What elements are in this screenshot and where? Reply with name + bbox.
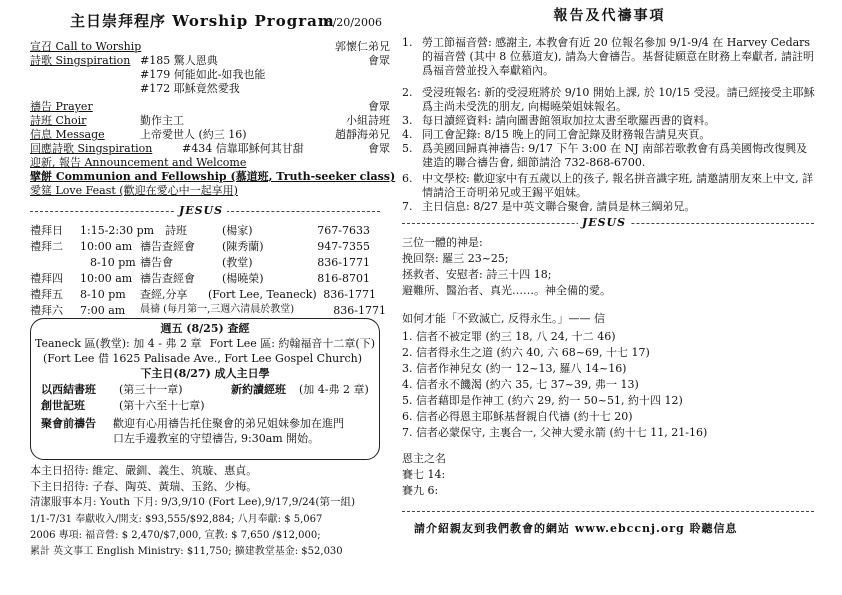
- announcement-text: 受浸班報名: 新的受浸班將於 9/10 開始上課, 於 10/15 受浸。請已經接受主耶穌爲主尚未受洗的朋友, 向楊曉榮姐妹報名。: [422, 86, 815, 113]
- schedule-phone: 836-1771: [333, 304, 386, 317]
- schedule-time: 7:00 am: [80, 304, 126, 317]
- page-title: 主日崇拜程序 Worship Program: [70, 12, 335, 30]
- program-label: 愛筵 Love Feast (歡迎在愛心中一起享用): [30, 184, 238, 197]
- program-row: [30, 170, 396, 184]
- schedule-row: [30, 240, 390, 254]
- program-row: [30, 128, 390, 142]
- schedule-event: 禱告會: [140, 256, 173, 269]
- grace-heading: 恩主之名: [402, 452, 446, 465]
- schedule-place: (楊曉榮): [222, 272, 264, 285]
- schedule-row: [30, 256, 390, 270]
- program-person: 小組詩班: [346, 114, 390, 127]
- announcement-text: 每日讀經資料: 請向圖書館領取加拉太書至歌羅西書的資料。: [422, 114, 716, 127]
- schedule-event: 禱告查經會: [140, 272, 195, 285]
- schedule-time: 1:15-2:30 pm: [80, 224, 155, 237]
- class-row: [41, 399, 375, 413]
- cleaning-schedule: 清潔服事本月: Youth 下月: 9/3,9/10 (Fort Lee),9/17,9/24(第一組): [30, 496, 356, 508]
- announcement-text: 爲美國回歸真神禱告: 9/17 下午 3:00 在 NJ 南部若歌教會有爲美國悔改復興及建造的聯合禱告會, 細節請洽 732-868-6700.: [422, 142, 808, 169]
- program-label: 迎新, 報告 Announcement and Welcome: [30, 156, 247, 169]
- schedule-day: 禮拜五: [30, 288, 63, 301]
- program-label: 宣召 Call to Worship: [30, 40, 142, 53]
- faith-heading: 如何才能「不致滅亡, 反得永生。」—— 信: [402, 312, 605, 325]
- program-header: [30, 12, 390, 34]
- grace-line: 賽七 14:: [402, 468, 446, 481]
- schedule-day: 禮拜六: [30, 304, 63, 317]
- faith-item: 2. 信者得永生之道 (約六 40, 六 68~69, 十七 17): [402, 346, 650, 359]
- class-text: (第十六至十七章): [119, 399, 205, 412]
- faith-item: 5. 信者藉即是作神工 (約六 29, 約一 50~51, 約十四 12): [402, 394, 683, 407]
- program-row: [30, 100, 390, 114]
- announcement-number: 2.: [402, 86, 413, 99]
- program-row: [30, 156, 390, 170]
- jesus-divider: [402, 218, 814, 230]
- right-column: [402, 0, 817, 595]
- program-row: [30, 40, 390, 54]
- program-hymn: #185 驚人恩典: [140, 54, 218, 67]
- usher-this-week: 本主日招待: 維定、嚴釧、義生、筑璇、惠貞。: [30, 464, 258, 477]
- program-date: 8/20/2006: [325, 16, 382, 29]
- program-row: [30, 82, 390, 96]
- usher-next-week: 下主日招待: 子春、陶英、黃瑞、玉銘、少梅。: [30, 480, 258, 493]
- faith-item: 4. 信者永不饑渴 (約六 35, 七 37~39, 弗一 13): [402, 378, 639, 391]
- program-label: 信息 Message: [30, 128, 105, 141]
- faith-item: 1. 信者不被定罪 (約三 18, 八 24, 十二 46): [402, 330, 616, 343]
- schedule-event: 禱告查經會: [140, 240, 195, 253]
- prayer-text-2: 口左手邊教室的守望禱告, 9:30am 開始。: [113, 432, 320, 445]
- announcements-title: 報告及代禱事項: [553, 8, 666, 24]
- announcement-text: 同工會記錄: 8/15 晚上的同工會記錄及財務報告請見夾頁。: [422, 128, 711, 141]
- faith-item: 7. 信者必蒙保守, 主裏合一, 父神大愛永箭 (約十七 11, 21-16): [402, 426, 708, 439]
- website-footer: 請介紹親友到我們教會的網站 www.ebccnj.org 聆聽信息: [414, 522, 738, 535]
- program-row: [30, 54, 390, 68]
- announcement-text: 中文學校: 歡迎家中有五歲以上的孩子, 報名拼音識字班, 請邀請朋友來上中文, 詳情請洽王奇明弟兄或王錫平姐妹。: [422, 172, 814, 199]
- schedule-place: (Fort Lee, Teaneck): [208, 288, 317, 301]
- program-hymn: #434 信靠耶穌何其甘甜: [182, 142, 304, 155]
- class-label: 以西結書班: [41, 383, 96, 396]
- schedule-place: (陳秀蘭): [222, 240, 264, 253]
- schedule-time: 10:00 am: [80, 272, 133, 285]
- schedule-phone: 947-7355: [317, 240, 370, 253]
- class-label: 新約讀經班: [231, 383, 286, 396]
- schedule-event: 詩班: [165, 224, 187, 237]
- bible-study-box: [30, 318, 380, 460]
- divider-line: [402, 511, 814, 512]
- program-person: 趙靜海弟兄: [335, 128, 390, 141]
- schedule-event: 晨禱 (每月第一,三週六清晨於教堂): [140, 304, 295, 315]
- program-row: [30, 142, 390, 156]
- footer-divider: [402, 506, 814, 518]
- divider-word: JESUS: [175, 204, 227, 218]
- schedule-row: [30, 304, 390, 318]
- schedule-row: [30, 224, 390, 238]
- program-label: 回應詩歌 Singspiration: [30, 142, 153, 155]
- prayer-label: 聚會前禱告: [41, 417, 96, 430]
- announcement-number: 5.: [402, 142, 413, 155]
- program-person: 會眾: [368, 100, 390, 113]
- trinity-heading: 三位一體的神是:: [402, 236, 483, 249]
- jesus-divider: [30, 206, 380, 218]
- program-label: 禱告 Prayer: [30, 100, 93, 113]
- schedule-day: 禮拜日: [30, 224, 63, 237]
- schedule-row: [30, 272, 390, 286]
- trinity-line: 避難所、醫治者、真光……。神全備的愛。: [402, 284, 611, 297]
- faith-item: 3. 信者作神兒女 (約一 12~13, 羅八 14~16): [402, 362, 627, 375]
- schedule-phone: 767-7633: [317, 224, 370, 237]
- schedule-place: (教堂): [222, 256, 253, 269]
- schedule-phone: 836-1771: [317, 256, 370, 269]
- program-label: 詩班 Choir: [30, 114, 87, 127]
- schedule-phone: 836-1771: [323, 288, 376, 301]
- program-hymn: #172 耶穌竟然愛我: [140, 82, 240, 95]
- prayer-text: 歡迎有心用禱告托住聚會的弟兄姐妹參加在進門: [113, 417, 344, 430]
- trinity-line: 挽回祭: 羅三 23~25;: [402, 252, 509, 265]
- teaneck-study: [35, 337, 375, 351]
- schedule-row: [30, 288, 390, 302]
- trinity-line: 拯救者、安慰者: 詩三十四 18;: [402, 268, 552, 281]
- announcement-number: 3.: [402, 114, 413, 127]
- class-label: 創世記班: [41, 399, 85, 412]
- week-study-title: 週五 (8/25) 查經: [160, 322, 250, 335]
- class-text: (第三十一章): [119, 383, 183, 396]
- program-hymn: #179 何能如此-如我也能: [140, 68, 266, 81]
- announcement-number: 1.: [402, 36, 413, 49]
- program-person: 會眾: [368, 54, 390, 67]
- program-row: [30, 114, 390, 128]
- program-hymn: 上帝愛世人 (約三 16): [140, 128, 247, 141]
- fortlee-study-text: Fort Lee 區: 約翰福音十二章(下): [209, 337, 375, 350]
- schedule-phone: 816-8701: [317, 272, 370, 285]
- program-person: 會眾: [368, 142, 390, 155]
- program-label: 擘餅 Communion and Fellowship (慕道班, Truth-seeker class): [30, 170, 396, 183]
- fortlee-location: (Fort Lee 借 1625 Palisade Ave., Fort Lee Gospel Church): [43, 352, 363, 365]
- offering-summary: 1/1-7/31 奉獻收入/開支: $93,555/$92,884; 八月奉獻: $ 5,067: [30, 514, 323, 525]
- schedule-place: (楊家): [222, 224, 253, 237]
- faith-item: 6. 信者必得恩主耶穌基督親自代禱 (約十七 20): [402, 410, 633, 423]
- announcement-text: 勞工節福音營: 感謝主, 本教會有近 20 位報名參加 9/1-9/4 在 Harvey Cedars 的福音營 (其中 8 位慕道友), 請為大會禱告。基督徒願意在財務上奉獻者, 請註明爲福音營並投入奉獻箱內。: [422, 36, 815, 77]
- program-person: 郭懷仁弟兄: [335, 40, 390, 53]
- prayer-row: [41, 417, 375, 431]
- special-funds: 2006 專項: 福音營: $ 2,470/$7,000, 宣教: $ 7,650 /$12,000;: [30, 530, 321, 541]
- announcement-text: 主日信息: 8/27 是中英文聯合聚會, 請員是林三綱弟兄。: [422, 200, 696, 213]
- announcement-number: 7.: [402, 200, 413, 213]
- class-text: (加 4-弗 2 章): [299, 383, 369, 396]
- schedule-day: 禮拜二: [30, 240, 63, 253]
- schedule-time: 10:00 am: [80, 240, 133, 253]
- schedule-time: 8-10 pm: [80, 288, 126, 301]
- schedule-event: 查經,分享: [140, 288, 188, 301]
- ministry-funds: 累計 英文事工 English Ministry: $11,750; 擴建教堂基金: $52,030: [30, 546, 343, 557]
- program-row: [30, 184, 390, 198]
- announcement-number: 4.: [402, 128, 413, 141]
- divider-word: JESUS: [578, 216, 630, 230]
- schedule-day: 禮拜四: [30, 272, 63, 285]
- program-row: [30, 68, 390, 82]
- class-row: [41, 383, 375, 397]
- teaneck-study-text: Teaneck 區(教堂): 加 4 - 弗 2 章: [35, 337, 202, 350]
- program-hymn: 勤作主工: [140, 114, 184, 127]
- program-label: 詩歌 Singspiration: [30, 54, 131, 67]
- sunday-school-title: 下主日(8/27) 成人主日學: [140, 367, 270, 380]
- schedule-time: 8-10 pm: [90, 256, 136, 269]
- grace-line: 賽九 6:: [402, 484, 439, 497]
- announcement-number: 6.: [402, 172, 413, 185]
